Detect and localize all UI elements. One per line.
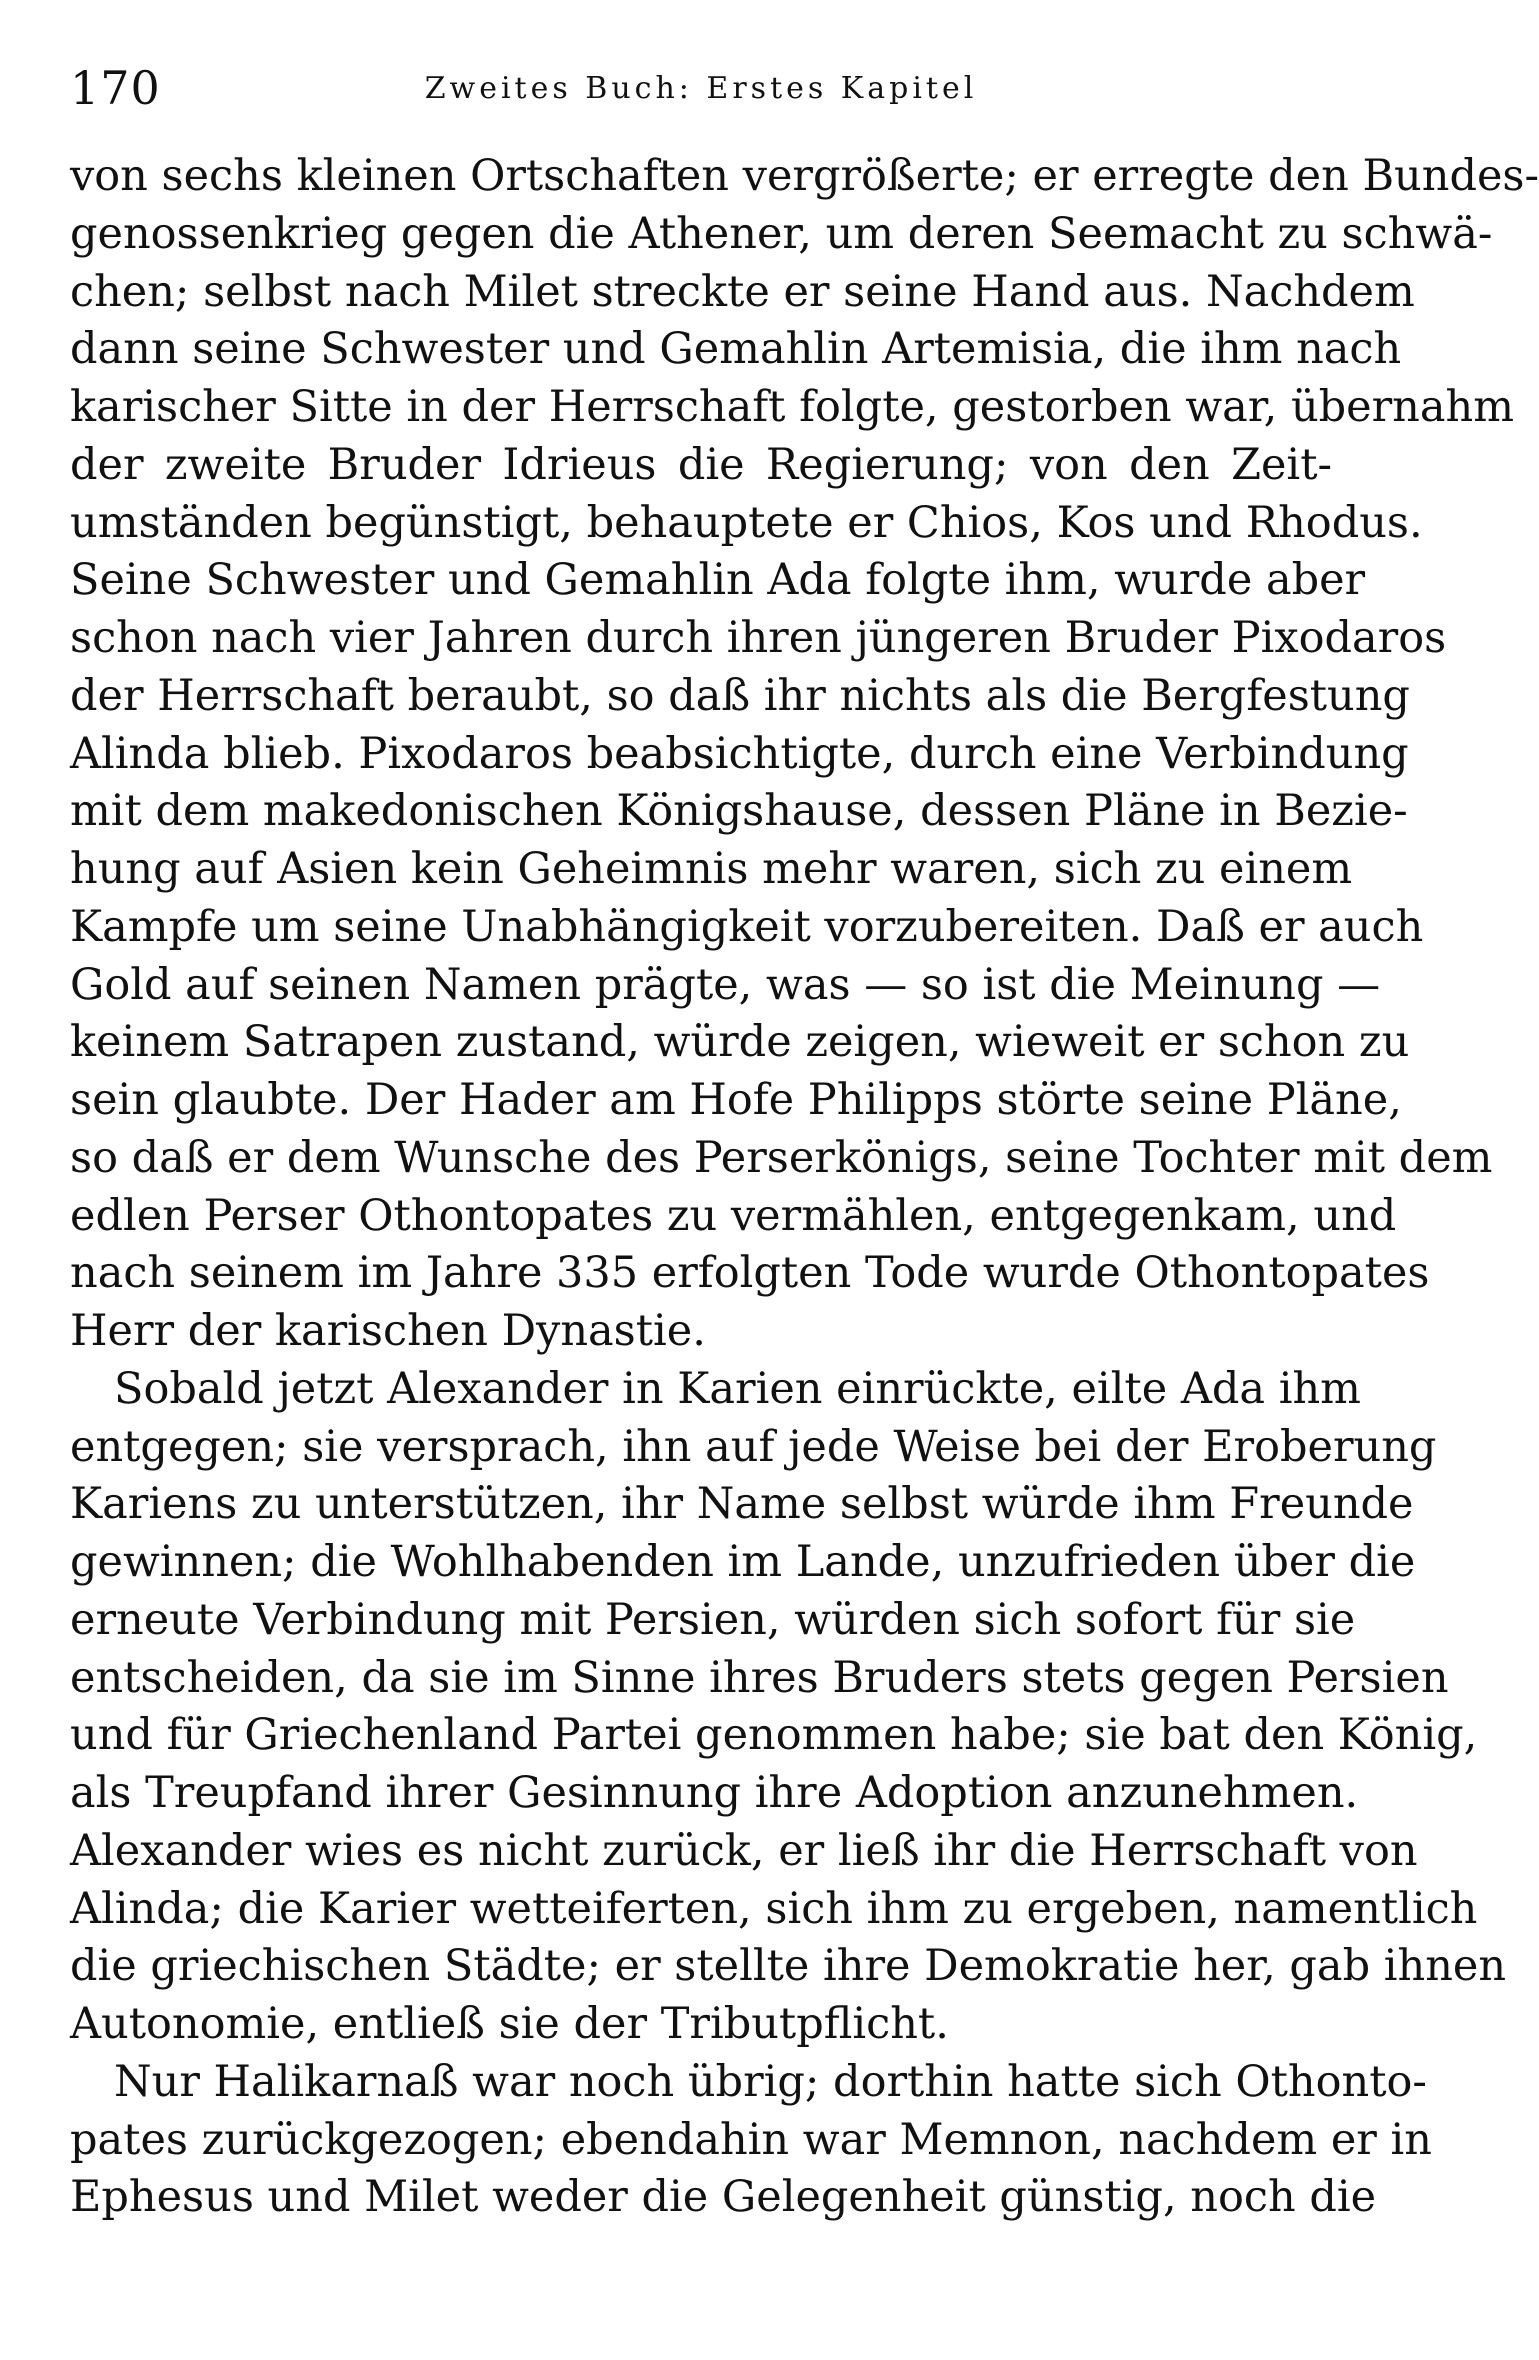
text-line: die griechischen Städte; er stellte ihre Demokratie her, gab ihnen — [70, 1941, 1507, 1992]
text-line: sein glaubte. Der Hader am Hofe Philipps störte seine Pläne, — [70, 1075, 1402, 1125]
text-line: von sechs kleinen Ortschaften vergrößerte; er erregte den Bundes- — [70, 151, 1539, 201]
paragraph-end-line: Autonomie, entließ sie der Tributpflicht. — [70, 1999, 949, 2049]
paragraph-start-line: Sobald jetzt Alexander in Karien einrückte, eilte Ada ihm — [114, 1363, 1361, 1414]
text-line: entgegen; sie versprach, ihn auf jede Weise bei der Eroberung — [70, 1421, 1437, 1472]
text-line: und für Griechenland Partei genommen habe; sie bat den König, — [70, 1710, 1478, 1761]
text-line: umständen begünstigt, behauptete er Chios, Kos und Rhodus. — [70, 497, 1423, 548]
text-line: Gold auf seinen Namen prägte, was — so ist die Meinung — — [70, 959, 1381, 1010]
text-line: Ephesus und Milet weder die Gelegenheit günstig, noch die — [70, 2172, 1377, 2223]
text-line: Kariens zu unterstützen, ihr Name selbst würde ihm Freunde — [70, 1479, 1414, 1530]
text-line: schon nach vier Jahren durch ihren jüngeren Bruder Pixodaros — [70, 613, 1447, 663]
text-line: keinem Satrapen zustand, würde zeigen, wieweit er schon zu — [70, 1017, 1410, 1068]
text-line: entscheiden, da sie im Sinne ihres Bruders stets gegen Persien — [70, 1652, 1449, 1703]
text-line: so daß er dem Wunsche des Perserkönigs, seine Tochter mit dem — [70, 1132, 1493, 1183]
text-line: Kampfe um seine Unabhängigkeit vorzubereiten. Daß er auch — [70, 901, 1424, 952]
text-line: gewinnen; die Wohlhabenden im Lande, unzufrieden über die — [70, 1537, 1416, 1587]
text-line: mit dem makedonischen Königshause, dessen Pläne in Bezie- — [70, 786, 1408, 837]
text-line: dann seine Schwester und Gemahlin Artemisia, die ihm nach — [70, 324, 1402, 375]
text-line: Seine Schwester und Gemahlin Ada folgte ihm, wurde aber — [70, 555, 1366, 606]
text-line: edlen Perser Othontopates zu vermählen, entgegenkam, und — [70, 1190, 1397, 1241]
text-line: karischer Sitte in der Herrschaft folgte, gestorben war, übernahm — [70, 382, 1514, 432]
paragraph-end-line: Herr der karischen Dynastie. — [70, 1306, 706, 1356]
text-line: der Herrschaft beraubt, so daß ihr nichts als die Bergfestung — [70, 670, 1410, 721]
body-text — [70, 148, 1539, 2227]
text-line: erneute Verbindung mit Persien, würden sich sofort für sie — [70, 1594, 1356, 1645]
paragraph-start-line: Nur Halikarnaß war noch übrig; dorthin hatte sich Othonto- — [114, 2056, 1427, 2107]
running-title: Zweites Buch: Erstes Kapitel — [424, 71, 978, 106]
text-line: als Treupfand ihrer Gesinnung ihre Adoption anzunehmen. — [70, 1768, 1359, 1818]
text-line: hung auf Asien kein Geheimnis mehr waren, sich zu einem — [70, 844, 1353, 894]
text-line: Alinda; die Karier wetteiferten, sich ihm zu ergeben, namentlich — [70, 1883, 1478, 1934]
text-line: Alexander wies es nicht zurück, er ließ ihr die Herrschaft von — [70, 1825, 1418, 1876]
text-line: Alinda blieb. Pixodaros beabsichtigte, durch eine Verbindung — [70, 728, 1409, 779]
text-line: nach seinem im Jahre 335 erfolgten Tode wurde Othontopates — [70, 1248, 1430, 1299]
text-line: genossenkrieg gegen die Athener, um deren Seemacht zu schwä- — [70, 208, 1493, 259]
page-number: 170 — [70, 61, 161, 115]
text-line: chen; selbst nach Milet streckte er seine Hand aus. Nachdem — [70, 266, 1415, 317]
text-line: der zweite Bruder Idrieus die Regierung; von den Zeit- — [70, 439, 1332, 490]
text-line: pates zurückgezogen; ebendahin war Memnon, nachdem er in — [70, 2114, 1432, 2165]
running-head — [70, 58, 1332, 118]
